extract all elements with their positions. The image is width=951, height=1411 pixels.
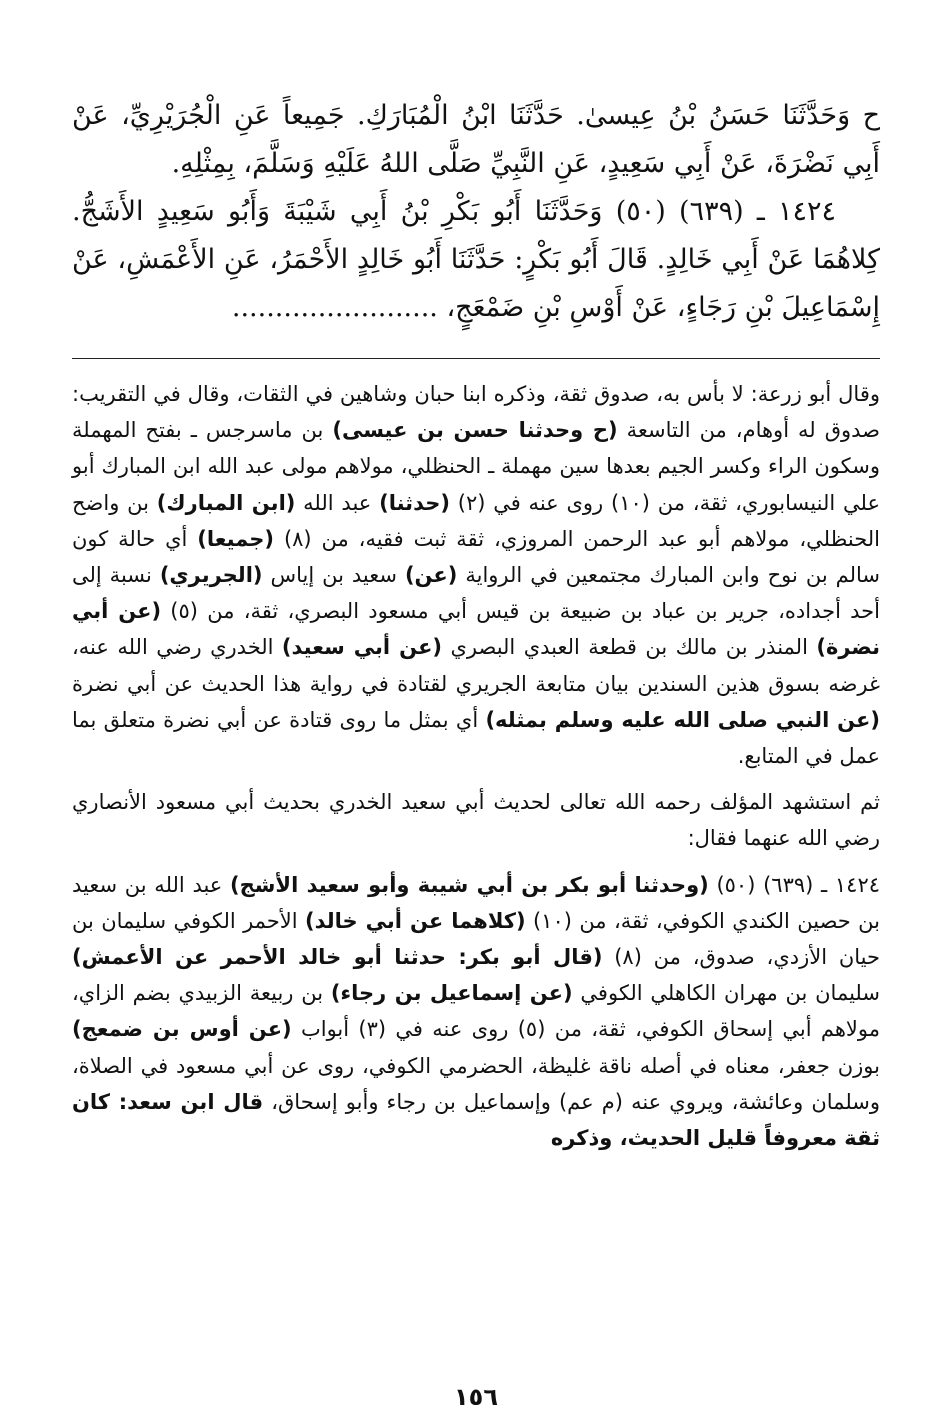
bold-quote: (عن أوس بن ضمعج) (72, 1017, 292, 1042)
commentary-paragraph (72, 784, 880, 856)
bold-quote: (عن النبي صلى الله عليه وسلم بمثله) (485, 707, 880, 732)
bold-quote: قال ابن سعد: كان ثقة معروفاً قليل الحديث، وذكره (72, 1089, 880, 1151)
bold-quote: (عن) (404, 563, 458, 588)
text-segment: نسبة إلى أحد أجداده، جرير بن عباد بن ضبيعة بن قيس أبي مسعود البصري، ثقة، من (٥) (72, 563, 880, 624)
text-segment: أي بمثل ما روى قتادة عن أبي نضرة متعلق بما عمل في المتابع. (72, 707, 880, 769)
bold-quote: (عن إسماعيل بن رجاء) (330, 981, 573, 1006)
bold-quote: (جميعا) (197, 526, 275, 551)
bold-quote: (كلاهما عن أبي خالد) (305, 908, 526, 933)
continuation-dots: ........................ (231, 292, 438, 323)
bold-quote: (ابن المبارك) (156, 490, 296, 515)
bold-quote: (عن أبي سعيد) (281, 635, 443, 660)
hadith-paragraph-2-text: ١٤٢٤ ـ (٦٣٩) (٥٠) وَحَدَّثَنَا أَبُو بَكْرِ بْنُ أَبِي شَيْبَةَ وَأَبُو سَعِيدٍ الأَشَجُّ. كِلاهُمَا عَنْ أَبِي خَالِدٍ. قَالَ أَبُو بَكْرٍ: حَدَّثَنَا أَبُو خَالِدٍ الأَحْمَرُ، عَنِ الأَعْمَشِ، عَنْ إِسْمَاعِيلَ بْنِ رَجَاءٍ، عَنْ أَوْسِ بْنِ ضَمْعَجٍ، (72, 196, 880, 323)
commentary-paragraph (72, 376, 880, 774)
text-segment: أي حالة كون سالم بن نوح وابن المبارك مجتمعين في الرواية (72, 526, 880, 588)
footnote-divider (72, 358, 880, 359)
text-segment: سعيد بن إياس (262, 563, 405, 588)
text-segment: بن ماسرجس ـ بفتح المهملة وسكون الراء وكسر الجيم بعدها سين مهملة ـ الحنظلي، مولاهم مولى عبد الله ابن المبارك أبو علي النيسابوري، ثقة، من (١٠) روى عنه في (٢) (72, 418, 880, 515)
text-segment: الأحمر الكوفي سليمان بن حيان الأزدي، صدوق، من (٨) (72, 908, 880, 970)
page-number: ١٥٦ (454, 1383, 498, 1411)
text-segment: بن ربيعة الزبيدي بضم الزاي، مولاهم أبي إسحاق الكوفي، ثقة، من (٥) روى عنه في (٣) أبواب (72, 981, 880, 1042)
text-segment: بن واضح الحنظلي، مولاهم أبو عبد الرحمن المروزي، ثقة ثبت فقيه، من (٨) (72, 490, 880, 551)
bold-quote: (قال أبو بكر: حدثنا أبو خالد الأحمر عن الأعمش) (72, 945, 603, 970)
bold-quote: (الجريري) (159, 563, 263, 588)
text-segment: ١٤٢٤ ـ (٦٣٩) (٥٠) (708, 872, 881, 897)
text-segment: بوزن جعفر، معناه في أصله ناقة غليظة، الحضرمي الكوفي، روى عن أبي مسعود في الصلاة، وسلمان وعائشة، ويروي عنه (م عم) وإسماعيل بن رجاء وأبو إسحاق، (72, 1053, 881, 1114)
commentary-paragraph (72, 867, 880, 1157)
text-segment: وقال أبو زرعة: لا بأس به، صدوق ثقة، وذكره ابنا حبان وشاهين في الثقات، وقال في التقريب: صدوق له أوهام، من التاسعة (72, 382, 880, 443)
book-page (72, 92, 881, 1411)
hadith-paragraph-2 (72, 188, 880, 332)
text-segment: عبد الله بن سعيد بن حصين الكندي الكوفي، ثقة، من (١٠) (72, 872, 880, 933)
text-segment: سليمان بن مهران الكاهلي الكوفي (572, 981, 880, 1006)
bold-quote: (وحدثنا أبو بكر بن أبي شيبة وأبو سعيد الأشج) (230, 872, 709, 897)
bold-quote: (عن أبي نضرة) (72, 599, 880, 660)
hadith-text (72, 92, 880, 332)
text-segment: الخدري رضي الله عنه، غرضه بسوق هذين السندين بيان متابعة الجريري لقتادة في رواية هذا الحديث عن أبي نضرة (72, 635, 880, 696)
text-segment: عبد الله (295, 490, 380, 515)
commentary (72, 376, 880, 1166)
text-segment: ثم استشهد المؤلف رحمه الله تعالى لحديث أبي سعيد الخدري بحديث أبي مسعود الأنصاري رضي الله عنهما فقال: (72, 790, 880, 851)
bold-quote: (حدثنا) (379, 490, 450, 515)
hadith-paragraph-1: ح وَحَدَّثَنَا حَسَنُ بْنُ عِيسىٰ. حَدَّثَنَا ابْنُ الْمُبَارَكِ. جَمِيعاً عَنِ الْجُرَيْرِيِّ، عَنْ أَبِي نَضْرَةَ، عَنْ أَبِي سَعِيدٍ، عَنِ النَّبِيِّ صَلَّى اللهُ عَلَيْهِ وَسَلَّمَ، بِمِثْلِهِ. (72, 100, 880, 179)
text-segment: المنذر بن مالك بن قطعة العبدي البصري (442, 635, 817, 660)
bold-quote: (ح وحدثنا حسن بن عيسى) (332, 418, 618, 443)
